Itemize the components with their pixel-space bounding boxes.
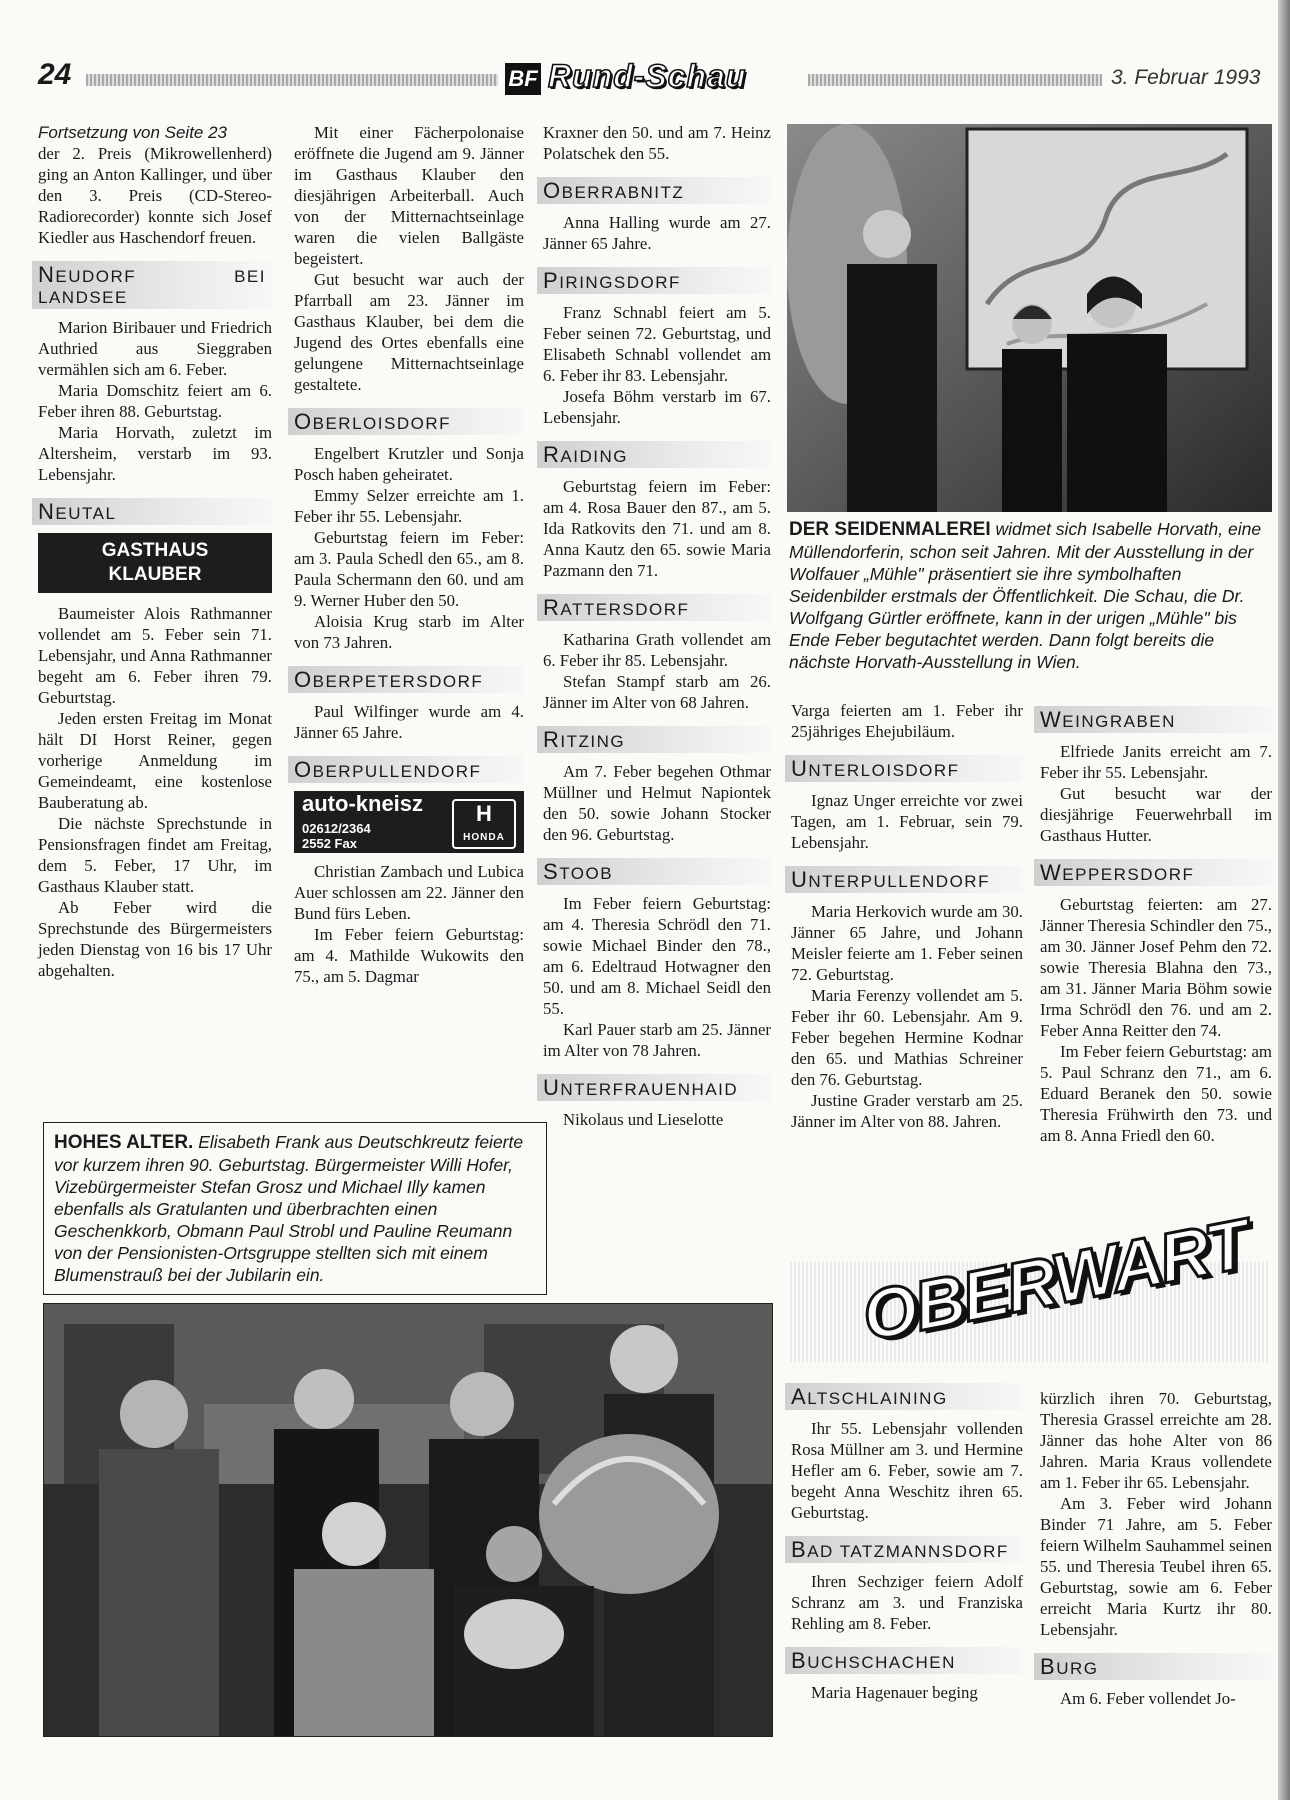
article-text: Ihr 55. Lebensjahr vollenden Rosa Müllner am 3. und Hermine Hefler am 6. Feber, sowie am 7. begeht Anna Weschitz ihren 65. Geburtstag.	[791, 1419, 1023, 1522]
article-text: Varga feierten am 1. Feber ihr 25jähriges Ehejubiläum.	[791, 701, 1023, 741]
section-heading-buchschachen: BUCHSCHACHEN	[785, 1647, 1023, 1674]
article-text: Christian Zambach und Lubica Auer schlossen am 22. Jänner den Bund fürs Leben.	[294, 862, 524, 923]
column-7	[1040, 1388, 1272, 1709]
section-heading-raiding: RAIDING	[537, 441, 771, 468]
section-heading-neudorf: NEUDORF BEI LANDSEE	[32, 261, 272, 309]
article-text: Anna Halling wurde am 27. Jänner 65 Jahre.	[543, 213, 771, 253]
caption-text: Elisabeth Frank aus Deutschkreutz feierte vor kurzem ihren 90. Geburtstag. Bürgermeister Willi Hofer, Vizebürgermeister Stefan Grosz und Michael Illy kamen ebenfalls als Gratulanten und überbrachten einen Geschenkkorb, Obmann Paul Strobl und Pauline Reumann von der Pensionisten-Ortsgruppe stellten sich mit einem Blumenstrauß bei der Jubilarin ein.	[54, 1132, 524, 1285]
article-text: Justine Grader verstarb am 25. Jänner im Alter von 88. Jahren.	[791, 1091, 1023, 1131]
article-text: Jeden ersten Freitag im Monat hält DI Horst Reiner, gegen vorherige Anmeldung im Gemeindeamt, eine kostenlose Bauberatung ab.	[38, 709, 272, 812]
article-text: Maria Domschitz feiert am 6. Feber ihren 88. Geburtstag.	[38, 381, 272, 421]
oberwart-banner: OBERWART	[856, 1204, 1254, 1356]
advertisement-auto-kneisz: auto-kneisz 02612/2364 2552 Fax H HONDA	[294, 791, 524, 853]
section-heading-unterpullendorf: UNTERPULLENDORF	[785, 866, 1023, 893]
section-heading-piringsdorf: PIRINGSDORF	[537, 267, 771, 294]
advertisement-gasthaus-klauber: GASTHAUS KLAUBER	[38, 533, 272, 593]
article-text: Marion Biribauer und Friedrich Authried aus Sieggraben vermählen sich am 6. Feber.	[38, 318, 272, 379]
article-text: Gut besucht war der diesjährige Feuerwehrball im Gasthaus Hutter.	[1040, 784, 1272, 845]
honda-logo-icon: H HONDA	[452, 799, 516, 849]
article-text: Emmy Selzer erreichte am 1. Feber ihr 55. Lebensjahr.	[294, 486, 524, 526]
column-2	[294, 122, 524, 987]
article-text: Am 6. Feber vollendet Jo-	[1060, 1689, 1236, 1708]
article-text: Nikolaus und Lieselotte	[563, 1110, 724, 1129]
article-text: Aloisia Krug starb im Alter von 73 Jahren.	[294, 612, 524, 652]
caption-hohes-alter	[43, 1122, 547, 1295]
column-5	[1040, 706, 1272, 1146]
article-text: Kraxner den 50. und am 7. Heinz Polatschek den 55.	[543, 123, 771, 163]
section-heading-weppersdorf: WEPPERSDORF	[1034, 859, 1272, 886]
section-heading-neutal: NEUTAL	[32, 498, 272, 525]
section-heading-rattersdorf: RATTERSDORF	[537, 594, 771, 621]
article-text: Geburtstag feiern im Feber: am 3. Paula Schedl den 65., am 8. Paula Schermann den 60. und am 9. Werner Huber den 50.	[294, 528, 524, 610]
article-text: Maria Horvath, zuletzt im Altersheim, verstarb im 93. Lebensjahr.	[38, 423, 272, 484]
article-text: Maria Hagenauer beging	[811, 1683, 978, 1702]
column-6	[791, 1383, 1023, 1703]
article-text: Am 7. Feber begehen Othmar Müllner und Helmut Napiontek den 50. sowie Johann Stocker den 96. Geburtstag.	[543, 762, 771, 844]
column-4	[791, 700, 1023, 1132]
article-text: Engelbert Krutzler und Sonja Posch haben geheiratet.	[294, 444, 524, 484]
article-text: Im Feber feiern Geburtstag: am 4. Mathilde Wukowits den 75., am 5. Dagmar	[294, 925, 524, 986]
caption-text: widmet sich Isabelle Horvath, eine Müllendorferin, schon seit Jahren. Mit der Ausstellung in der Wolfauer „Mühle" präsentiert sie ihre symbolhaften Seidenbilder erstmals der Öffentlichkeit. Die Schau, die Dr. Wolfgang Gürtler eröffnete, kann in der urigen „Mühle" bis Ende Feber begutachtet werden. Dann folgt bereits die nächste Horvath-Ausstellung in Wien.	[789, 519, 1262, 672]
column-3	[543, 122, 771, 1130]
section-heading-stoob: STOOB	[537, 858, 771, 885]
article-text: Elfriede Janits erreicht am 7. Feber ihr 55. Lebensjahr.	[1040, 742, 1272, 782]
column-1	[38, 122, 272, 981]
article-text: Geburtstag feiern im Feber: am 4. Rosa Bauer den 87., am 5. Ida Ratkovits den 71. und am 8. Anna Kautz den 65. sowie Maria Pazmann den 71.	[543, 477, 771, 580]
article-text: kürzlich ihren 70. Geburtstag, Theresia Grassel erreichte am 28. Jänner das hohe Alter von 86 Jahren. Maria Kraus vollendete am 1. Feber ihr 65. Lebensjahr.	[1040, 1389, 1272, 1492]
article-text: Im Feber feiern Geburtstag: am 4. Theresia Schrödl den 71. sowie Michael Binder den 78., am 6. Edeltraud Hotwagner den 50. und am 8. Michael Seidl den 55.	[543, 894, 771, 1018]
photo-silk-painting-exhibition	[787, 124, 1272, 512]
article-text: Maria Ferenzy vollendet am 5. Feber ihr 60. Lebensjahr. Am 9. Feber begehen Hermine Kodnar den 65. und Mathias Schreiner den 76. Geburtstag.	[791, 986, 1023, 1089]
article-text: Ignaz Unger erreichte vor zwei Tagen, am 1. Februar, sein 79. Lebensjahr.	[791, 791, 1023, 852]
photo-image	[44, 1304, 772, 1736]
article-text: Stefan Stampf starb am 26. Jänner im Alter von 68 Jahren.	[543, 672, 771, 712]
article-text: Im Feber feiern Geburtstag: am 5. Paul Schranz den 71., am 6. Eduard Beranek den 50. sowie Theresia Frühwirth den 73. und am 8. Anna Friedl den 60.	[1040, 1042, 1272, 1145]
bf-logo: BF	[505, 63, 541, 95]
section-heading-oberrabnitz: OBERRABNITZ	[537, 177, 771, 204]
article-text: Die nächste Sprechstunde in Pensionsfragen findet am Freitag, dem 5. Feber, 17 Uhr, im Gasthaus Klauber statt.	[38, 814, 272, 896]
section-heading-altschlaining: ALTSCHLAINING	[785, 1383, 1023, 1410]
page-edge-shadow	[1278, 0, 1290, 1800]
article-text: Maria Herkovich wurde am 30. Jänner 65 Jahre, und Johann Meisler feierte am 1. Feber seinen 72. Geburtstag.	[791, 902, 1023, 984]
continuation-note: Fortsetzung von Seite 23	[38, 123, 228, 142]
article-text: Franz Schnabl feiert am 5. Feber seinen 72. Geburtstag, und Elisabeth Schnabl vollendet am 6. Feber ihr 83. Lebensjahr.	[543, 303, 771, 385]
article-text: Paul Wilfinger wurde am 4. Jänner 65 Jahre.	[294, 702, 524, 742]
page-number: 24	[38, 58, 72, 91]
article-text: Mit einer Fächerpolonaise eröffnete die Jugend am 9. Jänner im Gasthaus Klauber den diesjährigen Arbeiterball. Auch von der Mitternachtseinlage waren die vielen Ballgäste begeistert.	[294, 123, 524, 268]
article-text: Ab Feber wird die Sprechstunde des Bürgermeisters jeden Dienstag von 16 bis 17 Uhr abgehalten.	[38, 898, 272, 980]
section-heading-burg: BURG	[1034, 1653, 1272, 1680]
issue-date: 3. Februar 1993	[1111, 66, 1261, 89]
section-heading-weingraben: WEINGRABEN	[1034, 706, 1272, 733]
caption-silk-painting	[789, 518, 1270, 673]
masthead-title: Rund-Schau	[548, 58, 747, 94]
article-text: Baumeister Alois Rathmanner vollendet am 5. Feber sein 71. Lebensjahr, und Anna Rathmanner begeht am 6. Feber ihren 79. Geburtstag.	[38, 604, 272, 707]
caption-lead: HOHES ALTER.	[54, 1132, 194, 1153]
photo-birthday-group	[43, 1303, 773, 1737]
section-heading-oberloisdorf: OBERLOISDORF	[288, 408, 524, 435]
article-text: Josefa Böhm verstarb im 67. Lebensjahr.	[543, 387, 771, 427]
article-text: Katharina Grath vollendet am 6. Feber ihr 85. Lebensjahr.	[543, 630, 771, 670]
section-heading-oberpetersdorf: OBERPETERSDORF	[288, 666, 524, 693]
article-text: Gut besucht war auch der Pfarrball am 23. Jänner im Gasthaus Klauber, bei dem die Jugend des Ortes ebenfalls eine gelungene Mitternachtseinlage gestaltete.	[294, 270, 524, 394]
article-text: Geburtstag feierten: am 27. Jänner Theresia Schindler den 75., am 30. Jänner Josef Pehm den 72. sowie Theresia Blahna den 73., am 31. Jänner Maria Böhm sowie Irma Schrödl den 76. und am 2. Feber Anna Reitter den 74.	[1040, 895, 1272, 1040]
caption-lead: DER SEIDENMALEREI	[789, 519, 991, 540]
section-heading-bad-tatzmannsdorf: BAD TATZMANNSDORF	[785, 1536, 1023, 1563]
section-heading-unterloisdorf: UNTERLOISDORF	[785, 755, 1023, 782]
article-text: der 2. Preis (Mikrowellenherd) ging an Anton Kallinger, und über den 3. Preis (CD-Stereo-Radiorecorder) konnte sich Josef Kiedler aus Haschendorf freuen.	[38, 144, 272, 247]
section-heading-ritzing: RITZING	[537, 726, 771, 753]
section-heading-oberpullendorf: OBERPULLENDORF	[288, 756, 524, 783]
header-rule-right	[808, 74, 1102, 86]
article-text: Am 3. Feber wird Johann Binder 71 Jahre, am 5. Feber feiern Wilhelm Sauhammel seinen 55. und Theresia Teubel ihren 65. Geburtstag, sowie am 6. Feber erreicht Maria Kurtz ihr 80. Lebensjahr.	[1040, 1494, 1272, 1639]
photo-image	[787, 124, 1272, 512]
section-heading-unterfrauenhaid: UNTERFRAUENHAID	[537, 1074, 771, 1101]
article-text: Karl Pauer starb am 25. Jänner im Alter von 78 Jahren.	[543, 1020, 771, 1060]
article-text: Ihren Sechziger feiern Adolf Schranz am 3. und Franziska Rehling am 8. Feber.	[791, 1572, 1023, 1633]
header-rule-left	[86, 74, 498, 86]
